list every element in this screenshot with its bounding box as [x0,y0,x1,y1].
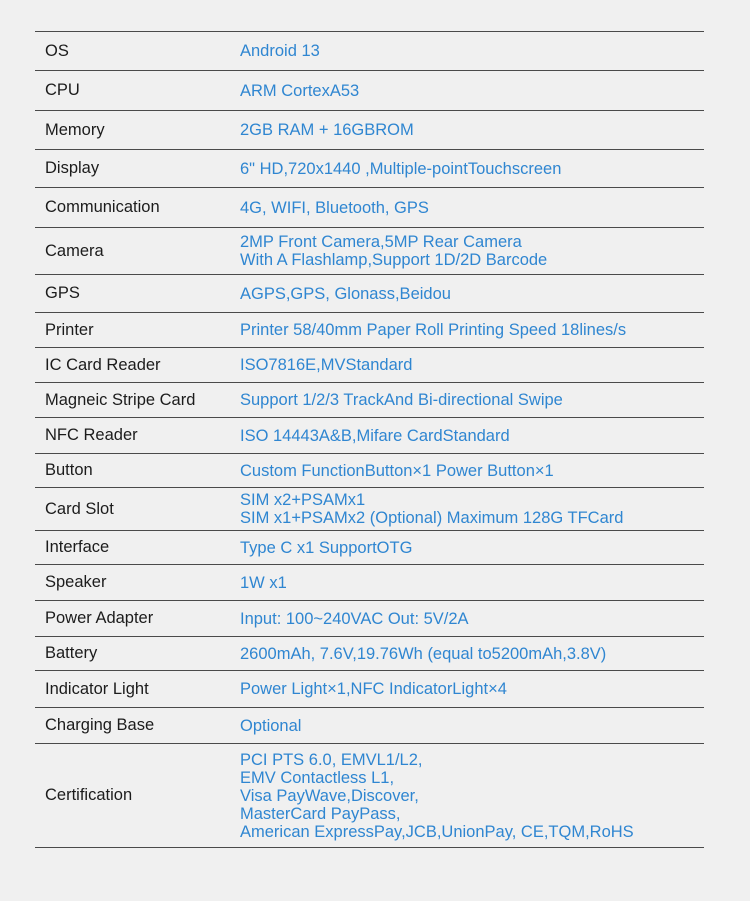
spec-row [35,531,704,565]
spec-value-line: Power Light×1,NFC IndicatorLight×4 [240,680,507,698]
spec-value-line: With A Flashlamp,Support 1D/2D Barcode [240,251,548,269]
spec-row [35,454,704,488]
spec-value-line: ISO7816E,MVStandard [240,356,413,374]
spec-value-line: Input: 100~240VAC Out: 5V/2A [240,609,469,628]
spec-value-line: Support 1/2/3 TrackAnd Bi-directional Swipe [240,391,563,409]
spec-value [240,71,704,110]
spec-value [240,708,704,743]
spec-value [240,313,704,347]
spec-row [35,601,704,637]
spec-label: Camera [45,241,104,260]
spec-value-line: AGPS,GPS, Glonass,Beidou [240,284,451,303]
spec-row [35,275,704,313]
spec-label: Indicator Light [45,679,149,698]
spec-value-line: Custom FunctionButton×1 Power Button×1 [240,461,554,480]
spec-value-line: 2GB RAM + 16GBROM [240,121,414,139]
spec-value-line: Printer 58/40mm Paper Roll Printing Speed 18lines/s [240,321,627,339]
spec-label: CPU [45,81,80,99]
spec-value-line: 2MP Front Camera,5MP Rear Camera [240,233,522,251]
spec-value-line: 4G, WIFI, Bluetooth, GPS [240,198,429,217]
spec-label: Card Slot [45,499,114,518]
spec-value-line: SIM x2+PSAMx1 [240,491,366,509]
spec-value [240,348,704,382]
spec-row [35,708,704,744]
spec-label: Battery [45,644,98,662]
spec-value [240,531,704,564]
spec-row [35,418,704,454]
spec-value [240,744,704,847]
spec-value-line: SIM x1+PSAMx2 (Optional) Maximum 128G TFCard [240,509,624,527]
spec-row [35,111,704,150]
spec-value-line: ISO 14443A&B,Mifare CardStandard [240,426,510,445]
spec-value [240,454,704,487]
spec-label: Power Adapter [45,609,154,627]
spec-row [35,383,704,418]
spec-value-line: American ExpressPay,JCB,UnionPay, CE,TQM,RoHS [240,822,634,841]
spec-label: NFC Reader [45,426,138,444]
spec-row [35,313,704,348]
spec-label: Printer [45,320,94,339]
spec-value [240,188,704,227]
spec-value-line: 2600mAh, 7.6V,19.76Wh (equal to5200mAh,3.8V) [240,644,607,663]
spec-value [240,150,704,187]
spec-row [35,348,704,383]
spec-value [240,565,704,600]
spec-label: IC Card Reader [45,355,161,374]
spec-row [35,565,704,601]
spec-value-line: 6" HD,720x1440 ,Multiple-pointTouchscreen [240,159,562,178]
spec-value [240,383,704,417]
spec-value-line: PCI PTS 6.0, EMVL1/L2, [240,750,423,769]
spec-value-line: Optional [240,716,302,735]
spec-value [240,228,704,274]
spec-value [240,601,704,636]
spec-row [35,744,704,848]
spec-row [35,228,704,275]
spec-value [240,32,704,70]
spec-value-line: EMV Contactless L1, [240,768,395,787]
spec-row [35,637,704,671]
spec-row [35,32,704,71]
spec-value-line: Android 13 [240,42,320,60]
spec-label: GPS [45,284,80,302]
spec-value-line: ARM CortexA53 [240,81,360,100]
spec-value [240,488,704,530]
spec-value [240,637,704,670]
spec-label: Display [45,159,100,177]
spec-label: Interface [45,538,110,556]
spec-row [35,71,704,111]
spec-label: Communication [45,198,160,216]
spec-value-line: 1W x1 [240,573,287,592]
spec-row [35,488,704,531]
spec-label: Memory [45,120,105,139]
spec-label: Magneic Stripe Card [45,390,196,409]
spec-value [240,275,704,312]
spec-value [240,671,704,707]
spec-label: Charging Base [45,716,155,734]
spec-value-line: Type C x1 SupportOTG [240,538,413,557]
spec-label: OS [45,41,69,60]
spec-label: Button [45,461,93,479]
spec-table [35,31,704,848]
spec-label: Certification [45,786,133,804]
spec-label: Speaker [45,573,107,591]
spec-value [240,418,704,453]
spec-row [35,671,704,708]
spec-value-line: MasterCard PayPass, [240,804,401,823]
spec-row [35,150,704,188]
spec-value-line: Visa PayWave,Discover, [240,786,419,805]
spec-value [240,111,704,149]
spec-row [35,188,704,228]
